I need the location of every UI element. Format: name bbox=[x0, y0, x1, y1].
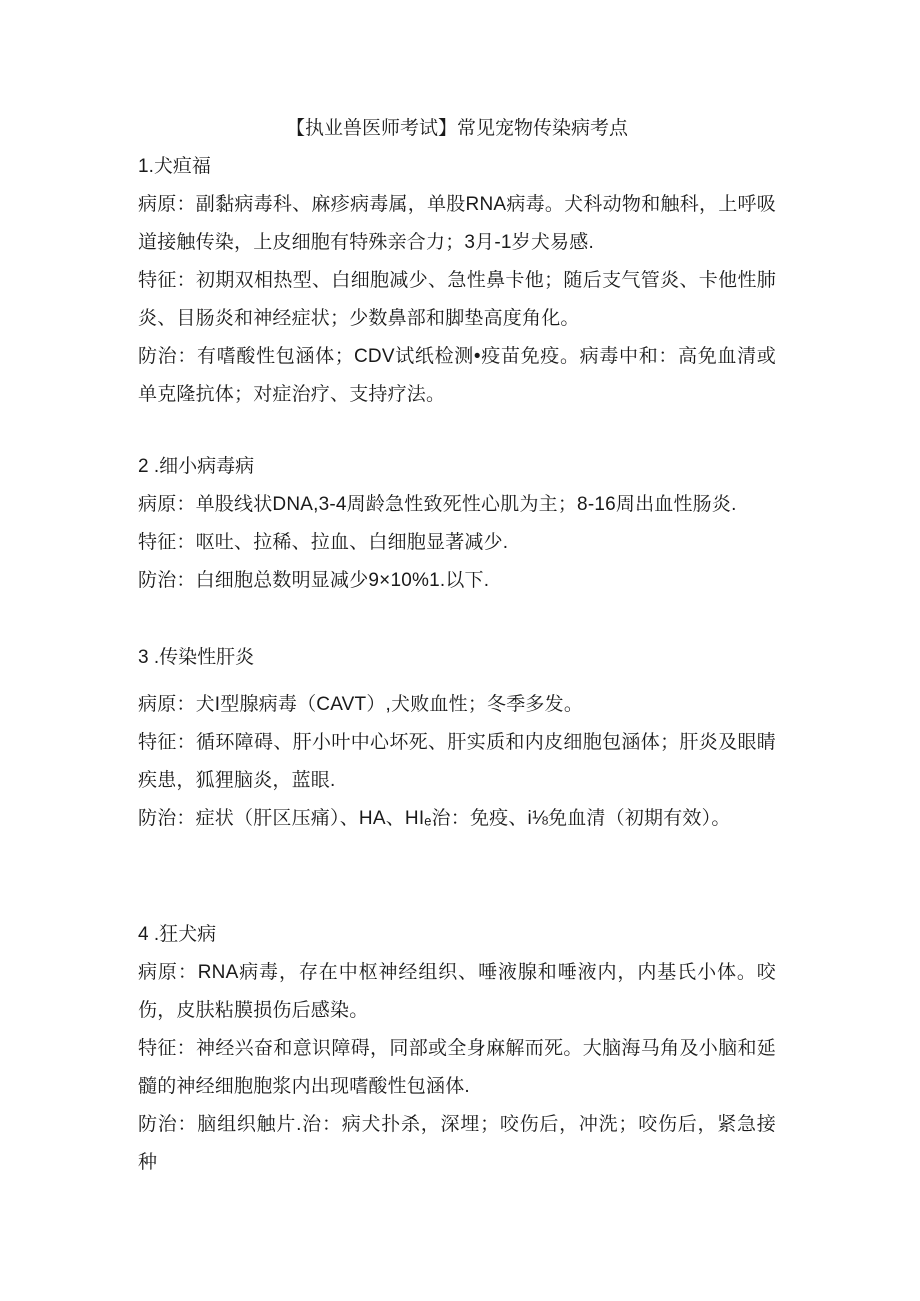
section-1-pathogen-paragraph: 病原：副黏病毒科、麻疹病毒属，单股RNA病毒。犬科动物和触科，上呼吸道接触传染，上皮细胞有特殊亲合力；3月-1岁犬易感. bbox=[138, 194, 776, 253]
section-parvovirus bbox=[138, 448, 776, 600]
section-2-features-paragraph: 特征：呕吐、拉稀、拉血、白细胞显著减少. bbox=[138, 532, 509, 553]
section-infectious-hepatitis bbox=[138, 639, 776, 838]
document-title: 【执业兽医师考试】常见宠物传染病考点 bbox=[285, 118, 628, 139]
section-3-prevention-paragraph: 防治：症状（肝区压痛）、HA、HIₑ治：免疫、i⅛免血清（初期有效）。 bbox=[138, 808, 731, 829]
section-3-heading: 3 .传染性肝炎 bbox=[138, 647, 255, 668]
section-4-features-paragraph: 特征：神经兴奋和意识障碍，同部或全身麻解而死。大脑海马角及小脑和延髓的神经细胞胞浆内出现嗜酸性包涵体. bbox=[138, 1038, 776, 1097]
section-canine-distemper bbox=[138, 148, 776, 414]
section-1-features-paragraph: 特征：初期双相热型、白细胞减少、急性鼻卡他；随后支气管炎、卡他性肺炎、目肠炎和神经症状；少数鼻部和脚垫高度角化。 bbox=[138, 270, 776, 329]
section-1-prevention-paragraph: 防治：有嗜酸性包涵体；CDV试纸检测•疫苗免疫。病毒中和：高免血清或单克隆抗体；对症治疗、支持疗法。 bbox=[138, 346, 776, 405]
section-3-features-paragraph: 特征：循环障碍、肝小叶中心坏死、肝实质和内皮细胞包涵体；肝炎及眼睛疾患，狐狸脑炎，蓝眼. bbox=[138, 732, 776, 791]
section-4-prevention-paragraph: 防治：脑组织触片.治：病犬扑杀，深埋；咬伤后，冲洗；咬伤后，紧急接种 bbox=[138, 1114, 776, 1173]
section-2-pathogen-paragraph: 病原：单股线状DNA,3-4周龄急性致死性心肌为主；8-16周出血性肠炎. bbox=[138, 494, 737, 515]
section-2-heading: 2 .细小病毒病 bbox=[138, 456, 255, 477]
section-1-heading: 1.犬疸福 bbox=[138, 156, 211, 177]
section-2-prevention-paragraph: 防治：白细胞总数明显减少9×10%1.以下. bbox=[138, 570, 490, 591]
section-rabies bbox=[138, 916, 776, 1182]
section-3-pathogen-paragraph: 病原：犬I型腺病毒（CAVT）,犬败血性；冬季多发。 bbox=[138, 694, 584, 715]
section-4-pathogen-paragraph: 病原：RNA病毒，存在中枢神经组织、唾液腺和唾液内，内基氏小体。咬伤，皮肤粘膜损伤后感染。 bbox=[138, 962, 776, 1021]
section-4-heading: 4 .狂犬病 bbox=[138, 924, 217, 945]
